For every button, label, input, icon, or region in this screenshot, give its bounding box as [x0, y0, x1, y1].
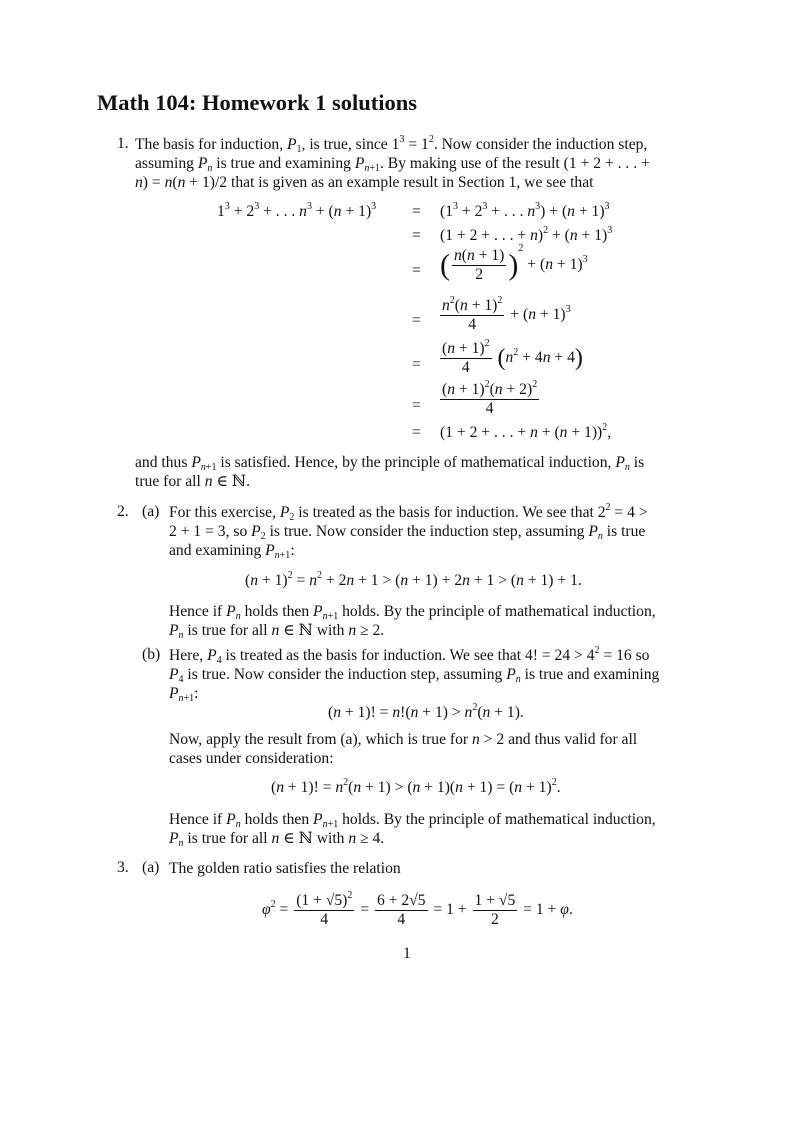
- text-line: $P_4$ is true. Now consider the induction step, assuming $P_n$ is true and examining: [169, 666, 660, 685]
- text-line: Hence if $P_n$ holds then $P_{n+1}$ holds. By the principle of mathematical induction,: [169, 603, 656, 622]
- equation: (n + 1)! = $n!(n + 1) > n^2(n + 1)$.: [328, 702, 524, 721]
- part-label: (b): [142, 646, 161, 663]
- text-line: $P_n$ is true for all n ∈ ℕ with n ≥ 4.: [169, 830, 385, 849]
- text-line: $P_n$ is true for all n ∈ ℕ with n ≥ 2.: [169, 622, 385, 641]
- golden-ratio-equation: $\varphi^2$ = $\frac{(1 + √5)^2}{4}$ = $\frac{6 + 2√5}{4}$ = 1 + $\frac{1 + √5}{2}$ = 1 + φ.: [262, 890, 573, 928]
- part-label: (a): [142, 503, 160, 520]
- equation: (n + 1)! = $n^2(n + 1) > (n + 1)(n + 1) = (n + 1)^2$.: [271, 777, 561, 796]
- text-line: cases under consideration:: [169, 750, 334, 767]
- text-line: assuming $P_n$ is true and examining $P_{n+1}$. By making use of the result (1 + 2 + . . . +: [135, 155, 650, 174]
- text-line: true for all n ∈ ℕ.: [135, 473, 251, 490]
- text-line: Hence if $P_n$ holds then $P_{n+1}$ holds. By the principle of mathematical induction,: [169, 811, 656, 830]
- derivation-step: ( $\frac{n(n + 1)}{2}$ )$^2 + (n + 1)^3$: [440, 243, 588, 283]
- derivation-step: (1 + 2 + . . . + $n)^2 + (n + 1)^3$: [440, 225, 613, 244]
- derivation-step: $\frac{(n + 1)^2(n + 2)^2}{4}$: [442, 379, 538, 417]
- text-line: For this exercise, $P_2$ is treated as the basis for induction. We see that $2^2 = 4$ >: [169, 502, 648, 523]
- text-line: Now, apply the result from (a), which is true for n > 2 and thus valid for all: [169, 731, 638, 748]
- problem-number: 1.: [117, 135, 129, 152]
- derivation-step: $\frac{n^2(n + 1)^2}{4}$ + $(n + 1)^3$: [442, 295, 571, 333]
- page-number: 1: [403, 945, 411, 962]
- text-line: 2 + 1 = 3, so $P_2$ is true. Now consider the induction step, assuming $P_n$ is true: [169, 523, 646, 542]
- problem-number: 3.: [117, 859, 129, 876]
- text-line: $P_{n+1}$:: [169, 685, 199, 704]
- problem-number: 2.: [117, 503, 129, 520]
- equation: $(n + 1)^2 = n^2 + 2n + 1 > (n + 1) + 2n + 1 > (n + 1) + 1$.: [245, 570, 582, 589]
- derivation-lhs: $1^3 + 2^3$ + . . . $n^3 + (n + 1)^3$: [217, 201, 377, 220]
- text-line: Here, $P_4$ is treated as the basis for induction. We see that 4! = $24 > 4^2 = 16$ so: [169, 645, 650, 666]
- text-line: The golden ratio satisfies the relation: [169, 860, 401, 877]
- text-line: and thus $P_{n+1}$ is satisfied. Hence, by the principle of mathematical induction, $P_n$ is: [135, 454, 645, 473]
- derivation-step: ($1^3 + 2^3$ + . . . $n^3) + (n + 1)^3$: [440, 201, 610, 220]
- part-label: (a): [142, 859, 160, 876]
- text-line: n) = n(n + 1)/2 that is given as an example result in Section 1, we see that: [135, 174, 594, 191]
- derivation-step: (1 + 2 + . . . + n + (n + 1))$^2$,: [440, 422, 612, 441]
- page-title: Math 104: Homework 1 solutions: [97, 90, 417, 115]
- text-line: and examining $P_{n+1}$:: [169, 542, 295, 561]
- derivation-step: $\frac{(n + 1)^2}{4}$ $(n^2 + 4n + 4)$: [442, 338, 583, 376]
- text-line: The basis for induction, $P_1$, is true, since $1^3 = 1^2$. Now consider the induction step,: [135, 134, 648, 155]
